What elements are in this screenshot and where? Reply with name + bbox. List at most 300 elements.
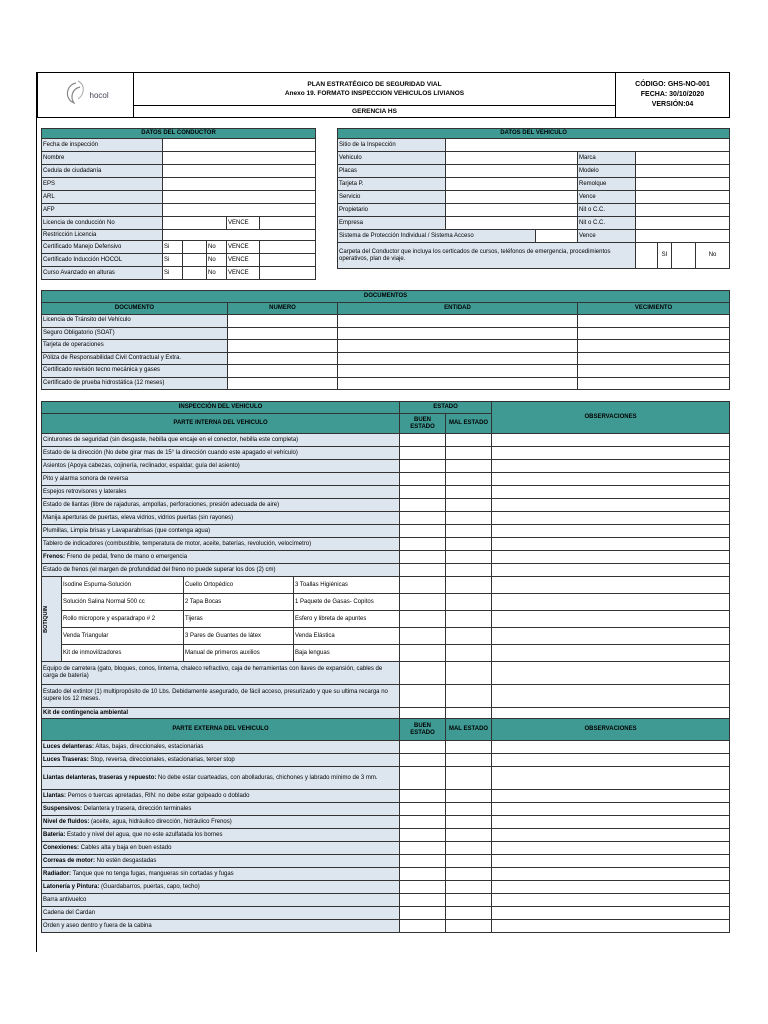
license-number-input[interactable] [163,217,227,230]
table-row [42,741,730,754]
certificate-label: Certificado Inducción HOCOL [42,254,163,267]
mal-estado-checkbox[interactable] [446,473,492,486]
inspection-item: Plumillas, Limpia brisas y Lavaparabrisas (que contenga agua) [42,525,400,538]
item-bold: Llantas delanteras, traseras y repuesto: [43,774,157,781]
mal-estado-checkbox[interactable] [446,920,492,933]
table-row [42,577,730,594]
mal-estado-checkbox[interactable] [446,594,492,611]
mal-estado-checkbox[interactable] [446,512,492,525]
item-desc: Freno de pedal, freno de mano o emergencia [65,553,188,560]
table-row [42,267,316,280]
first-aid-item: 1 Paquete de Gasas- Copitos [294,594,400,611]
external-section-title: PARTE EXTERNA DEL VEHICULO [42,719,400,741]
item-desc: (Guardabarros, puertas, capo, techo) [99,883,200,890]
observaciones-input[interactable] [492,628,730,645]
first-aid-item: Tijeras [184,611,294,628]
license-expiry-label: VENCE [227,217,260,230]
folder-si-label: SI [658,243,672,269]
buen-estado-header: BUEN ESTADO [400,719,446,741]
protection-vence-input[interactable] [636,230,730,243]
mal-estado-checkbox[interactable] [446,868,492,881]
table-row [42,499,730,512]
table-row [42,790,730,803]
botiquin-text: BOTIQUIN [43,605,49,633]
mal-estado-checkbox[interactable] [446,628,492,645]
internal-section-title: PARTE INTERNA DEL VEHICULO [42,414,400,434]
inspection-item: Estado de la dirección (No debe girar mas de 15° la dirección cuando este apagado el vehículo) [42,447,400,460]
vehicle-field-label: Placas [338,165,446,178]
item-desc: Cadena del Cardan [43,909,96,916]
table-row [42,340,730,353]
inspection-item [42,741,400,754]
mal-estado-checkbox[interactable] [446,434,492,447]
document-entity-input[interactable] [338,315,578,328]
item-bold: Radiador: [43,870,72,877]
buen-estado-checkbox[interactable] [400,685,446,708]
document-number-input[interactable] [228,352,338,365]
observaciones-input[interactable] [492,551,730,564]
buen-estado-checkbox[interactable] [400,434,446,447]
first-aid-item: Rollo micropore y esparadrapo # 2 [62,611,184,628]
first-aid-item: Kit de inmovilizadores [62,645,184,662]
driver-field-input[interactable] [163,204,316,217]
document-expiry-input[interactable] [578,377,730,390]
observaciones-input[interactable] [492,645,730,662]
observaciones-input[interactable] [492,538,730,551]
table-row [42,662,730,685]
expiry-input[interactable] [260,241,316,254]
mal-estado-checkbox[interactable] [446,842,492,855]
inspection-form [36,72,728,952]
buen-estado-checkbox[interactable] [400,628,446,645]
buen-estado-checkbox[interactable] [400,486,446,499]
item-desc: (aceite, agua, hidráulico dirección, hidráulico Frenos) [89,818,232,825]
vehicle-field-label: Vehiculo [338,152,446,165]
si-label: Si [163,267,183,280]
mal-estado-checkbox[interactable] [446,577,492,594]
form-subtitle: Anexo 19. FORMATO INSPECCION VEHICULOS LIVIANOS [284,89,465,97]
table-row [42,645,730,662]
observaciones-header: OBSERVACIONES [492,402,730,434]
mal-estado-checkbox[interactable] [446,767,492,790]
vence-label: VENCE [227,254,260,267]
document-entity-input[interactable] [338,377,578,390]
buen-estado-checkbox[interactable] [400,512,446,525]
no-label: No [207,254,227,267]
document-entity-input[interactable] [338,352,578,365]
table-row [338,178,730,191]
mal-estado-checkbox[interactable] [446,447,492,460]
si-checkbox[interactable] [183,267,207,280]
observaciones-input[interactable] [492,708,730,719]
table-row [338,191,730,204]
observaciones-input[interactable] [492,460,730,473]
protection-system-input[interactable] [536,230,578,243]
vehicle-field-input[interactable] [446,191,578,204]
form-header [37,72,730,118]
driver-folder-label: Carpeta del Conductor que incluya los certicados de cursos, teléfonos de emergencia, procedimientos operativos, plan de viaje. [338,243,636,269]
buen-estado-checkbox[interactable] [400,816,446,829]
driver-field-input[interactable] [163,152,316,165]
buen-estado-checkbox[interactable] [400,662,446,685]
form-date: FECHA: 30/10/2020 [640,91,705,98]
document-entity-input[interactable] [338,365,578,378]
vehicle-field-label: Empresa [338,217,446,230]
buen-estado-checkbox[interactable] [400,855,446,868]
vehicle-field-input[interactable] [446,178,578,191]
table-row [42,315,730,328]
inspection-item [42,894,400,907]
buen-estado-checkbox[interactable] [400,920,446,933]
expiry-input[interactable] [260,267,316,280]
observaciones-input[interactable] [492,564,730,577]
document-expiry-input[interactable] [578,340,730,353]
observaciones-input[interactable] [492,434,730,447]
inspection-item [42,855,400,868]
estado-header: ESTADO [400,402,492,414]
vehicle-field-input[interactable] [446,152,578,165]
si-checkbox[interactable] [183,254,207,267]
certificate-label: Curso Avanzado en alturas [42,267,163,280]
observaciones-input[interactable] [492,525,730,538]
documents-title: DOCUMENTOS [42,291,730,303]
inspection-item: Estado del extintor (1) multipropósito de 10 Lbs. Debidamente asegurado, de fácil acceso, presurizado y que su ultima recarga no supere los 12 meses. [42,685,400,708]
vehicle-field-input[interactable] [446,217,578,230]
folder-si-checkbox[interactable] [672,243,696,269]
vehicle-field-input-right[interactable] [636,165,730,178]
inspection-item: Kit de contingencia ambiental [42,708,400,719]
inspection-item: Estado de llantas (libre de rajaduras, ampollas, perforaciones, presión adecuada de aire) [42,499,400,512]
table-row [42,719,730,741]
first-aid-item: Baja lenguas [294,645,400,662]
col-vencimiento: VECIMIENTO [578,303,730,315]
document-number-input[interactable] [228,340,338,353]
document-number-input[interactable] [228,377,338,390]
document-name: Licencia de Tránsito del Vehículo [42,315,228,328]
table-row [42,139,316,152]
table-row [338,204,730,217]
observaciones-input[interactable] [492,577,730,594]
first-aid-item: Venda Elástica [294,628,400,645]
table-row [338,165,730,178]
inspection-site-input[interactable] [446,139,730,152]
observaciones-input[interactable] [492,816,730,829]
inspection-item: Manija aperturas de puertas, eleva vidrios, vidrios puertas (sin rayones) [42,512,400,525]
mal-estado-checkbox[interactable] [446,829,492,842]
vehicle-field-label-right: Modelo [578,165,636,178]
mal-estado-checkbox[interactable] [446,907,492,920]
document-name: Tarjeta de operaciones [42,340,228,353]
table-row [42,842,730,855]
inspection-item [42,551,400,564]
col-entidad: ENTIDAD [338,303,578,315]
vehicle-field-label-right: Marca [578,152,636,165]
observaciones-header: OBSERVACIONES [492,719,730,741]
mal-estado-checkbox[interactable] [446,708,492,719]
observaciones-input[interactable] [492,829,730,842]
item-desc: Pernos o tuercas apretadas, RIN: no debe estar golpeado o doblado [66,792,250,799]
mal-estado-checkbox[interactable] [446,499,492,512]
mal-estado-checkbox[interactable] [446,645,492,662]
item-desc: No debe estar cuarteadas, con abolladuras, chichones y labrado mínimo de 3 mm. [156,774,378,781]
item-bold: Luces Traseras: [43,756,89,763]
observaciones-input[interactable] [492,662,730,685]
buen-estado-checkbox[interactable] [400,741,446,754]
buen-estado-checkbox[interactable] [400,577,446,594]
item-desc: Altas, bajas, direccionales, estacionarias [94,743,204,750]
buen-estado-checkbox[interactable] [400,803,446,816]
inspection-item [42,790,400,803]
mal-estado-checkbox[interactable] [446,881,492,894]
observaciones-input[interactable] [492,473,730,486]
table-row [42,767,730,790]
buen-estado-checkbox[interactable] [400,767,446,790]
item-desc: Delantera y trasera, dirección terminales [82,805,192,812]
item-bold: Latonería y Pintura: [43,883,100,890]
mal-estado-header: MAL ESTADO [446,414,492,434]
buen-estado-checkbox[interactable] [400,525,446,538]
observaciones-input[interactable] [492,881,730,894]
driver-field-input[interactable] [163,191,316,204]
document-entity-input[interactable] [338,340,578,353]
item-bold: Conexiones: [43,844,80,851]
first-aid-item: 3 Pares de Guantes de látex [184,628,294,645]
observaciones-input[interactable] [492,920,730,933]
table-row [42,217,316,230]
buen-estado-checkbox[interactable] [400,645,446,662]
buen-estado-checkbox[interactable] [400,754,446,767]
inspection-item [42,754,400,767]
inspection-item: Asientos (Apoya cabezas, cojinería, reclinador, espaldar, guía del asiento) [42,460,400,473]
table-row [42,907,730,920]
table-row [42,855,730,868]
first-aid-item: 3 Toallas Higiénicas [294,577,400,594]
first-aid-item: Solución Salina Normal 500 cc [62,594,184,611]
vehicle-field-input[interactable] [446,204,578,217]
buen-estado-checkbox[interactable] [400,594,446,611]
mal-estado-checkbox[interactable] [446,816,492,829]
mal-estado-header: MAL ESTADO [446,719,492,741]
observaciones-input[interactable] [492,499,730,512]
vehicle-field-input-right[interactable] [636,152,730,165]
item-desc: Barra antivuelco [43,896,87,903]
observaciones-input[interactable] [492,894,730,907]
document-expiry-input[interactable] [578,315,730,328]
buen-estado-checkbox[interactable] [400,894,446,907]
table-row [338,243,730,269]
vehicle-field-input-right[interactable] [636,217,730,230]
mal-estado-checkbox[interactable] [446,685,492,708]
driver-field-label: Nombre [42,152,163,165]
table-row [42,754,730,767]
first-aid-item: Isodine Espuma-Solución [62,577,184,594]
table-row [338,217,730,230]
first-aid-item: Cuello Ortopédico [184,577,294,594]
item-bold: Correas de motor: [43,857,96,864]
mal-estado-checkbox[interactable] [446,741,492,754]
mal-estado-checkbox[interactable] [446,754,492,767]
buen-estado-checkbox[interactable] [400,868,446,881]
first-aid-item: Manual de primeros auxilios [184,645,294,662]
observaciones-input[interactable] [492,611,730,628]
table-row [42,594,730,611]
mal-estado-checkbox[interactable] [446,894,492,907]
observaciones-input[interactable] [492,447,730,460]
si-label: Si [163,241,183,254]
mal-estado-checkbox[interactable] [446,486,492,499]
vehicle-field-input-right[interactable] [636,204,730,217]
table-row [42,460,730,473]
mal-estado-checkbox[interactable] [446,525,492,538]
document-number-input[interactable] [228,315,338,328]
inspection-title: INSPECCIÓN DEL VEHICULO [42,402,400,414]
table-row [338,230,730,243]
driver-field-input[interactable] [163,165,316,178]
inspection-item: Equipo de carretera (gato, bloques, conos, linterna, chaleco refractivo, caja de herramientas con llaves de expansión, cables de carga de batería) [42,662,400,685]
license-expiry-input[interactable] [260,217,316,230]
mal-estado-checkbox[interactable] [446,551,492,564]
vehicle-field-label: Servicio [338,191,446,204]
inspection-item [42,881,400,894]
vehicle-field-label-right: Nit o C.C. [578,204,636,217]
table-row [42,512,730,525]
inspection-item: Cinturones de seguridad (sin desgaste, hebilla que encaje en el conector, hebilla este completa) [42,434,400,447]
inspection-item [42,907,400,920]
inspection-item: Espejos retrovisores y laterales [42,486,400,499]
vehicle-field-label: Propietario [338,204,446,217]
table-row [42,434,730,447]
buen-estado-checkbox[interactable] [400,790,446,803]
mal-estado-checkbox[interactable] [446,460,492,473]
buen-estado-checkbox[interactable] [400,829,446,842]
observaciones-input[interactable] [492,486,730,499]
document-name: Certificado revisión tecno mecánica y gases [42,365,228,378]
observaciones-input[interactable] [492,803,730,816]
document-entity-input[interactable] [338,327,578,340]
expiry-input[interactable] [260,254,316,267]
table-row [42,486,730,499]
mal-estado-checkbox[interactable] [446,662,492,685]
table-row [42,327,730,340]
certificate-label: Certificado Manejo Defensivo [42,241,163,254]
item-bold: Batería: [43,831,66,838]
restriction-input[interactable] [163,230,316,241]
buen-estado-checkbox[interactable] [400,907,446,920]
table-row [42,803,730,816]
observaciones-input[interactable] [492,855,730,868]
buen-estado-header: BUEN ESTADO [400,414,446,434]
form-department: GERENCIA HS [134,105,616,117]
observaciones-input[interactable] [492,685,730,708]
vehicle-field-input-right[interactable] [636,191,730,204]
license-label: Licencia de conducción No [42,217,163,230]
folder-blank[interactable] [636,243,658,269]
observaciones-input[interactable] [492,767,730,790]
first-aid-item: 2 Tapa Bocas [184,594,294,611]
driver-field-input[interactable] [163,178,316,191]
table-row [338,139,730,152]
buen-estado-checkbox[interactable] [400,447,446,460]
document-number-input[interactable] [228,365,338,378]
table-row [42,564,730,577]
table-row [42,816,730,829]
inspection-item [42,920,400,933]
protection-system-label: Sistema de Protección Individual / Sistema Acceso [338,230,536,243]
first-aid-item: Esfero y libreta de apuntes [294,611,400,628]
mal-estado-checkbox[interactable] [446,803,492,816]
document-name: Póliza de Responsabilidad Civil Contractual y Extra. [42,352,228,365]
buen-estado-checkbox[interactable] [400,551,446,564]
buen-estado-checkbox[interactable] [400,842,446,855]
document-expiry-input[interactable] [578,352,730,365]
observaciones-input[interactable] [492,754,730,767]
inspection-item: Tablero de indicadores (combustible, temperatura de motor, aceite, baterías, revolución, velocímetro) [42,538,400,551]
observaciones-input[interactable] [492,790,730,803]
buen-estado-checkbox[interactable] [400,473,446,486]
buen-estado-checkbox[interactable] [400,708,446,719]
buen-estado-checkbox[interactable] [400,881,446,894]
buen-estado-checkbox[interactable] [400,611,446,628]
form-code: CÓDIGO: GHS-NO-001 [635,81,710,88]
table-row [42,352,730,365]
mal-estado-checkbox[interactable] [446,790,492,803]
documents-table [41,290,730,390]
table-row [42,473,730,486]
vence-label: VENCE [227,241,260,254]
table-row [42,525,730,538]
driver-field-label: ARL [42,191,163,204]
item-desc: Stop, reversa, direccionales, estacionarias, tercer stop [88,756,235,763]
table-row [42,611,730,628]
driver-field-input[interactable] [163,139,316,152]
vehicle-field-input-right[interactable] [636,178,730,191]
document-expiry-input[interactable] [578,365,730,378]
observaciones-input[interactable] [492,741,730,754]
document-expiry-input[interactable] [578,327,730,340]
document-number-input[interactable] [228,327,338,340]
driver-field-label: EPS [42,178,163,191]
table-row [42,178,316,191]
table-row [42,365,730,378]
observaciones-input[interactable] [492,512,730,525]
si-checkbox[interactable] [183,241,207,254]
mal-estado-checkbox[interactable] [446,538,492,551]
buen-estado-checkbox[interactable] [400,564,446,577]
inspection-item [42,803,400,816]
buen-estado-checkbox[interactable] [400,460,446,473]
inspection-table [41,401,730,933]
mal-estado-checkbox[interactable] [446,611,492,628]
mal-estado-checkbox[interactable] [446,564,492,577]
item-desc: No estén desgastadas [95,857,157,864]
inspection-item [42,816,400,829]
buen-estado-checkbox[interactable] [400,538,446,551]
observaciones-input[interactable] [492,868,730,881]
observaciones-input[interactable] [492,842,730,855]
restriction-label: Restricción Licencia [42,230,163,241]
observaciones-input[interactable] [492,907,730,920]
table-row [42,447,730,460]
buen-estado-checkbox[interactable] [400,499,446,512]
vence-label: VENCE [227,267,260,280]
form-version: VERSIÓN:04 [651,101,694,108]
folder-no-label: No [696,243,730,269]
driver-field-label: AFP [42,204,163,217]
botiquin-label [42,577,62,662]
observaciones-input[interactable] [492,594,730,611]
mal-estado-checkbox[interactable] [446,855,492,868]
vehicle-field-input[interactable] [446,165,578,178]
